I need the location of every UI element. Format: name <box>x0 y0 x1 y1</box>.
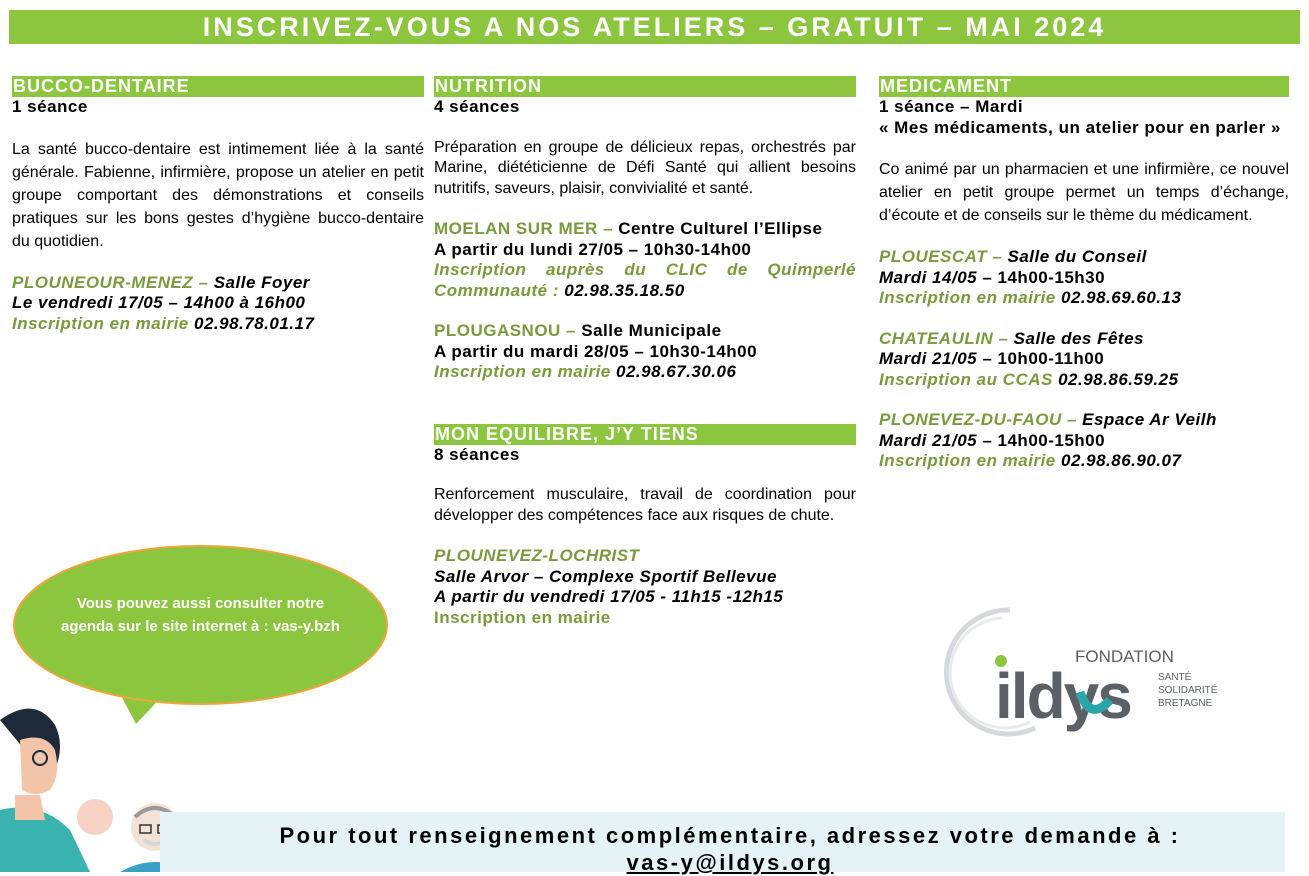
registration-moelan: Inscription auprès du CLIC de Quimperlé Communauté : 02.98.35.18.50 <box>434 260 856 300</box>
registration-plouescat: Inscription en mairie 02.98.69.60.13 <box>879 288 1182 307</box>
footer <box>160 822 1300 876</box>
ildys-logo <box>940 600 1240 740</box>
registration-plougasnou: Inscription en mairie 02.98.67.30.06 <box>434 362 737 381</box>
subtitle-medicament: « Mes médicaments, un atelier pour en parler » <box>879 117 1281 137</box>
description-medicament: Co animé par un pharmacien et une infirmière, ce nouvel atelier en petit groupe permet un temps d’échange, d’écoute et de conseils sur le thème du médicament. <box>879 161 1289 224</box>
sessions-equilibre: 8 séances <box>434 444 520 464</box>
column-medicament <box>879 76 1289 472</box>
location-plouescat: PLOUESCAT – Salle du Conseil <box>879 247 1147 266</box>
location-bucco: PLOUNEOUR-MENEZ – Salle Foyer <box>12 272 310 292</box>
section-title-nutrition: NUTRITION <box>434 76 856 97</box>
description-bucco: La santé bucco-dentaire est intimement liée à la santé générale. Fabienne, infirmière, propose un atelier en petit groupe comportant des démonstrations et conseils pratiques sur les bons gestes d’hygiène bucco-dentaire du quotidien. <box>12 140 424 250</box>
location-moelan: MOELAN SUR MER – Centre Culturel l’Ellipse <box>434 219 823 238</box>
sessions-medicament: 1 séance – Mardi <box>879 97 1024 116</box>
date-bucco: Le vendredi 17/05 – 14h00 à 16h00 <box>12 293 306 312</box>
location-chateaulin: CHATEAULIN – Salle des Fêtes <box>879 328 1144 348</box>
sessions-bucco: 1 séance <box>12 97 88 116</box>
registration-bucco: Inscription en mairie 02.98.78.01.17 <box>12 313 315 333</box>
registration-plonevez: Inscription en mairie 02.98.86.90.07 <box>879 451 1182 470</box>
logo-name: ildys <box>995 660 1131 732</box>
logo-tag-solidarite: SOLIDARITÉ <box>1158 685 1218 696</box>
registration-chateaulin: Inscription au CCAS 02.98.86.59.25 <box>879 369 1179 389</box>
place-plounevez: Salle Arvor – Complexe Sportif Bellevue <box>434 566 777 586</box>
section-title-equilibre: MON EQUILIBRE, J’Y TIENS <box>434 424 856 445</box>
location-plougasnou: PLOUGASNOU – Salle Municipale <box>434 321 722 340</box>
section-title-bucco: BUCCO-DENTAIRE <box>12 76 424 97</box>
speech-bubble: Vous pouvez aussi consulter notre agenda sur le site internet à : vas-y.bzh <box>13 545 388 705</box>
footer-text: Pour tout renseignement complémentaire, adressez votre demande à : <box>279 823 1181 848</box>
date-chateaulin: Mardi 21/05 – 10h00-11h00 <box>879 349 1105 368</box>
date-plouescat: Mardi 14/05 – 14h00-15h30 <box>879 267 1106 287</box>
footer-email-link[interactable]: vas-y@ildys.org <box>626 850 834 875</box>
logo-tag-sante: SANTÉ <box>1158 672 1192 683</box>
date-plougasnou: A partir du mardi 28/05 – 10h30-14h00 <box>434 341 758 361</box>
logo-tag-bretagne: BRETAGNE <box>1158 698 1213 709</box>
column-bucco <box>12 76 424 334</box>
registration-plounevez: Inscription en mairie <box>434 607 611 627</box>
column-nutrition <box>434 76 856 628</box>
page-banner: INSCRIVEZ-VOUS A NOS ATELIERS – GRATUIT – MAI 2024 <box>9 10 1300 44</box>
sessions-nutrition: 4 séances <box>434 97 520 116</box>
location-plounevez: PLOUNEVEZ-LOCHRIST <box>434 546 640 565</box>
date-plonevez: Mardi 21/05 – 14h00-15h00 <box>879 430 1106 450</box>
location-plonevez: PLONEVEZ-DU-FAOU – Espace Ar Veilh <box>879 410 1217 429</box>
description-nutrition: Préparation en groupe de délicieux repas, orchestrés par Marine, diététicienne de Défi Santé qui allient besoins nutritifs, saveurs, plaisir, convivialité et santé. <box>434 138 856 197</box>
logo-fondation: FONDATION <box>1075 647 1174 666</box>
section-title-medicament: MEDICAMENT <box>879 76 1289 97</box>
description-equilibre: Renforcement musculaire, travail de coordination pour développer des compétences face aux risques de chute. <box>434 486 856 524</box>
date-plounevez: A partir du vendredi 17/05 - 11h15 -12h15 <box>434 587 784 606</box>
date-moelan: A partir du lundi 27/05 – 10h30-14h00 <box>434 239 752 259</box>
